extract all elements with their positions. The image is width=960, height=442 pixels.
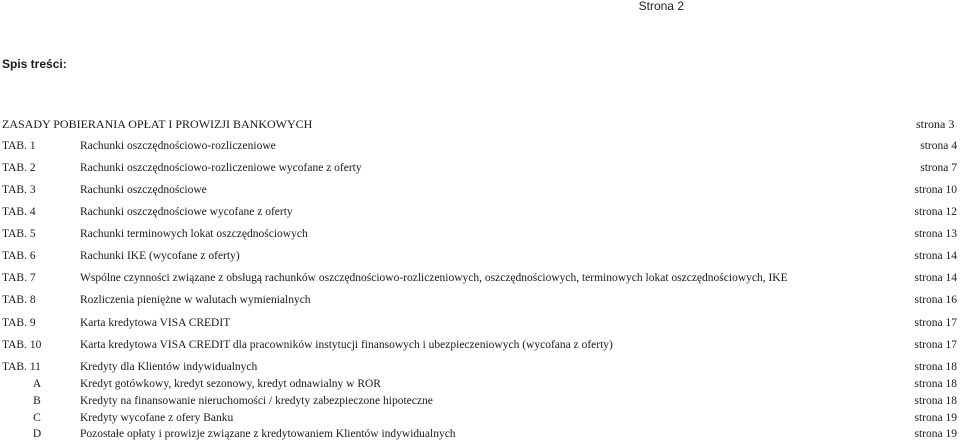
toc-row[interactable] [0, 248, 960, 264]
toc-row-tab: TAB. 1 [2, 140, 36, 152]
toc-row[interactable] [0, 160, 960, 176]
toc-row-title: Rachunki oszczędnościowo-rozliczeniowe [80, 140, 276, 152]
toc-main-page: strona 3 [916, 117, 955, 131]
toc-row[interactable] [0, 410, 960, 426]
toc-row-tab: A [32, 378, 42, 390]
toc-row-title: Rozliczenia pieniężne w walutach wymienialnych [80, 294, 311, 306]
toc-row[interactable] [0, 376, 960, 392]
toc-row-tab: D [32, 428, 42, 440]
toc-row-page: strona 14 [914, 250, 957, 262]
toc-row-page: strona 12 [914, 206, 957, 218]
toc-row-page: strona 18 [914, 378, 957, 390]
toc-row[interactable] [0, 393, 960, 409]
toc-row-page: strona 19 [914, 412, 957, 424]
toc-row-title: Rachunki oszczędnościowo-rozliczeniowe wycofane z oferty [80, 162, 362, 174]
toc-row-page: strona 17 [914, 317, 957, 329]
toc-row-tab: TAB. 8 [2, 294, 36, 306]
toc-row-page: strona 10 [914, 184, 957, 196]
toc-row-title: Kredyt gotówkowy, kredyt sezonowy, kredyt odnawialny w ROR [80, 378, 381, 390]
toc-row-page: strona 13 [914, 228, 957, 240]
toc-row-page: strona 19 [914, 428, 957, 440]
toc-row-title: Rachunki oszczędnościowe wycofane z oferty [80, 206, 293, 218]
toc-row-page: strona 18 [914, 395, 957, 407]
toc-row[interactable] [0, 226, 960, 242]
toc-row-title: Wspólne czynności związane z obsługą rachunków oszczędnościowo-rozliczeniowych, oszczędnościowych, terminowych lokat oszczędnościowych, IKE [80, 272, 788, 284]
toc-row-page: strona 14 [914, 272, 957, 284]
toc-row[interactable] [0, 138, 960, 154]
toc-row-tab: TAB. 11 [2, 361, 41, 373]
toc-row-page: strona 16 [914, 294, 957, 306]
toc-row-tab: TAB. 4 [2, 206, 36, 218]
toc-title: Spis treści: [2, 57, 67, 71]
toc-row-page: strona 18 [914, 361, 957, 373]
toc-row[interactable] [0, 337, 960, 353]
toc-row-page: strona 7 [920, 162, 957, 174]
toc-row-title: Kredyty na finansowanie nieruchomości / kredyty zabezpieczone hipoteczne [80, 395, 433, 407]
toc-row[interactable] [0, 426, 960, 442]
toc-row-title: Rachunki IKE (wycofane z oferty) [80, 250, 240, 262]
toc-row-tab: TAB. 9 [2, 317, 36, 329]
toc-row[interactable] [0, 292, 960, 308]
toc-row-title: Kredyty dla Klientów indywidualnych [80, 361, 258, 373]
toc-row-title: Rachunki oszczędnościowe [80, 184, 207, 196]
toc-row[interactable] [0, 270, 960, 286]
toc-row-tab: TAB. 3 [2, 184, 36, 196]
toc-row-title: Kredyty wycofane z ofery Banku [80, 412, 234, 424]
toc-row-title: Karta kredytowa VISA CREDIT [80, 317, 231, 329]
toc-row-page: strona 4 [920, 140, 957, 152]
toc-row[interactable] [0, 315, 960, 331]
toc-main-title: ZASADY POBIERANIA OPŁAT I PROWIZJI BANKOWYCH [2, 117, 313, 131]
toc-row-tab: TAB. 10 [2, 339, 42, 351]
toc-row-tab: B [33, 395, 41, 407]
toc-row-tab: TAB. 5 [2, 228, 36, 240]
toc-row-tab: C [33, 412, 41, 424]
toc-row-title: Karta kredytowa VISA CREDIT dla pracowników instytucji finansowych i ubezpieczeniowych (wycofana z oferty) [80, 339, 613, 351]
toc-row[interactable] [0, 182, 960, 198]
toc-row[interactable] [0, 359, 960, 375]
toc-row-title: Pozostałe opłaty i prowizje związane z kredytowaniem Klientów indywidualnych [80, 428, 456, 440]
page-header-label: Strona 2 [638, 0, 684, 13]
toc-row[interactable] [0, 204, 960, 220]
toc-row-title: Rachunki terminowych lokat oszczędnościowych [80, 228, 308, 240]
toc-row-page: strona 17 [914, 339, 957, 351]
toc-row-tab: TAB. 6 [2, 250, 36, 262]
toc-row-tab: TAB. 2 [2, 162, 36, 174]
toc-row-tab: TAB. 7 [2, 272, 36, 284]
